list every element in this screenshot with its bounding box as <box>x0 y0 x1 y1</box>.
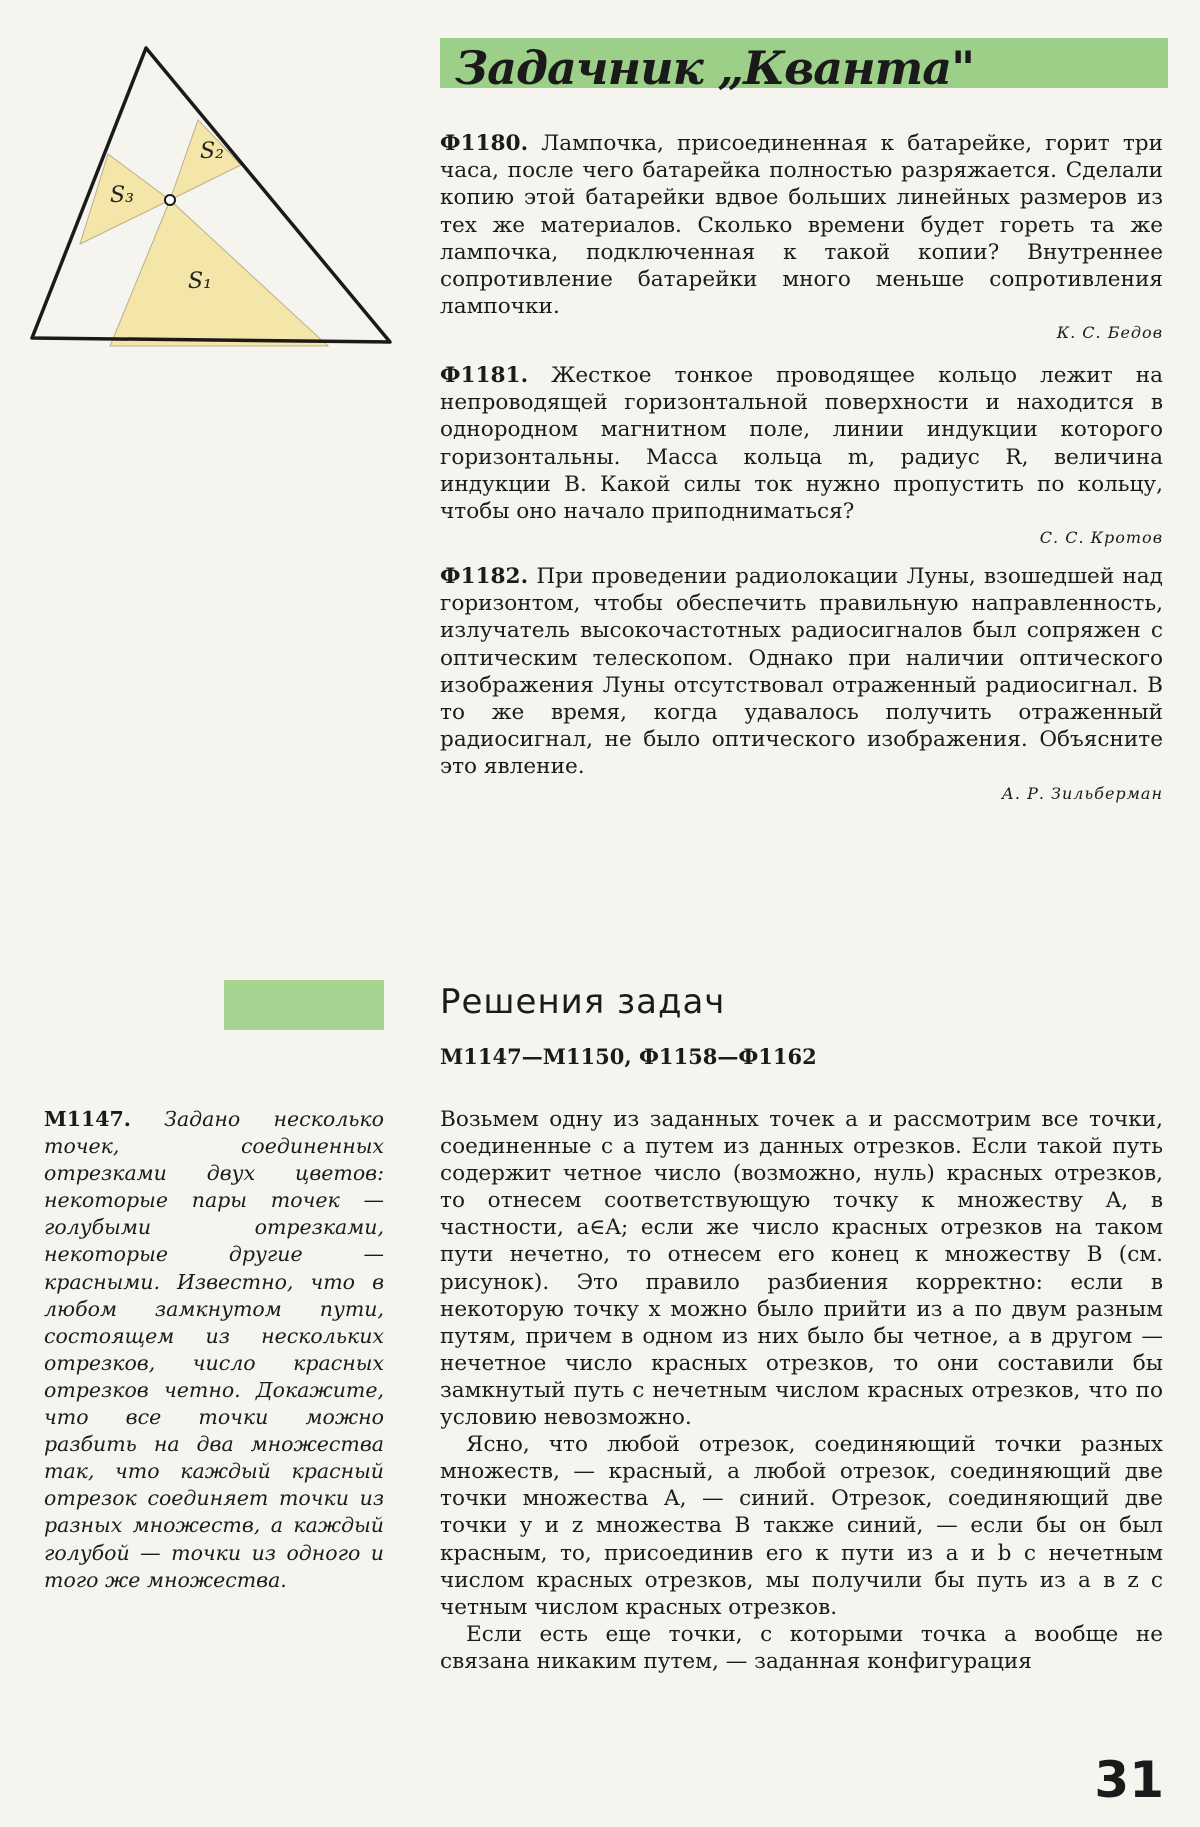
problem-text: При проведении радиолокации Луны, взошедшей над горизонтом, чтобы обеспечить правильную направленность, излучатель высокочастотных радиосигналов был сопряжен с оптическим телескопом. Однако при наличии оптического изображения Луны отсутствовал отраженный радиосигнал. В то же время, когда удавалось получить отраженный радиосигнал, не было оптического изображения. Объясните это явление. <box>440 564 1163 780</box>
problem-text: Лампочка, присоединенная к батарейке, горит три часа, после чего батарейка полностью разряжается. Сделали копию этой батарейки вдвое больших линейных размеров из тех же материалов. Сколько времени будет гореть та же лампочка, подключенная к такой копии? Внутреннее сопротивление батарейки много меньше сопротивления лампочки. <box>440 131 1163 320</box>
problem-f1180 <box>440 130 1163 344</box>
solution-paragraph: Ясно, что любой отрезок, соединяющий точки разных множеств, — красный, а любой отрезок, соединяющий две точки множества A, — синий. Отрезок, соединяющий две точки y и z множества B также синий, — если бы он был красным, то, присоединив его к пути из a и b с нечетным числом красных отрезков, мы получили бы путь из a в z с четным числом красных отрезков. <box>440 1432 1163 1620</box>
problem-f1182 <box>440 563 1163 805</box>
section-title: Задачник „Кванта" <box>455 41 975 95</box>
problem-f1181 <box>440 362 1163 549</box>
region-s1 <box>110 200 328 346</box>
solutions-subtitle: М1147—М1150, Ф1158—Ф1162 <box>440 1044 817 1069</box>
problem-number: Ф1181. <box>440 363 529 388</box>
solutions-title: Решения задач <box>440 982 726 1022</box>
problem-author: А. Р. Зильберман <box>1001 783 1163 803</box>
problem-statement-text: Задано несколько точек, соединенных отрезками двух цветов: некоторые пары точек — голубыми отрезками, некоторые другие — красными. Известно, что в любом замкнутом пути, состоящем из нескольких отрезков, число красных отрезков четно. Докажите, что все точки можно разбить на два множества так, что каждый красный отрезок соединяет точки из разных множеств, а каждый голубой — точки из одного и того же множества. <box>44 1107 384 1592</box>
problem-number: Ф1182. <box>440 564 529 589</box>
problem-text: Жесткое тонкое проводящее кольцо лежит на непроводящей горизонтальной поверхности и находится в однородном магнитном поле, линии индукции которого горизонтальны. Масса кольца m, радиус R, величина индукции B. Какой силы ток нужно пропустить по кольцу, чтобы оно начало приподниматься? <box>440 363 1163 525</box>
problem-author: С. С. Кротов <box>1039 528 1163 548</box>
triangle-figure <box>28 40 398 352</box>
problem-author: К. С. Бедов <box>1056 323 1163 343</box>
label-s1: S₁ <box>188 269 212 294</box>
problem-number: М1147. <box>44 1107 131 1131</box>
solution-paragraph: Возьмем одну из заданных точек a и рассмотрим все точки, соединенные с a путем из данных отрезков. Если такой путь содержит четное число (возможно, нуль) красных отрезков, то отнесем соответствующую точку к множеству A, в частности, a∈A; если же число красных отрезков на таком пути нечетно, то отнесем его конец к множеству B (см. рисунок). Это правило разбиения корректно: если в некоторую точку x можно было прийти из a по двум разным путям, причем в одном из них было бы четное, а в другом — нечетное число красных отрезков, то они составили бы замкнутый путь с нечетным числом красных отрезков, что по условию невозможно. <box>440 1107 1163 1431</box>
center-point <box>165 195 175 205</box>
page-number: 31 <box>1094 1751 1164 1809</box>
solutions-color-block <box>224 980 384 1030</box>
solution-paragraph: Если есть еще точки, с которыми точка a вообще не связана никаким путем, — заданная конфигурация <box>440 1621 1163 1674</box>
problem-m1147-statement <box>44 1106 384 1594</box>
label-s2: S₂ <box>200 139 224 164</box>
problem-number: Ф1180. <box>440 131 529 156</box>
solution-m1147 <box>440 1106 1163 1675</box>
label-s3: S₃ <box>110 183 134 208</box>
